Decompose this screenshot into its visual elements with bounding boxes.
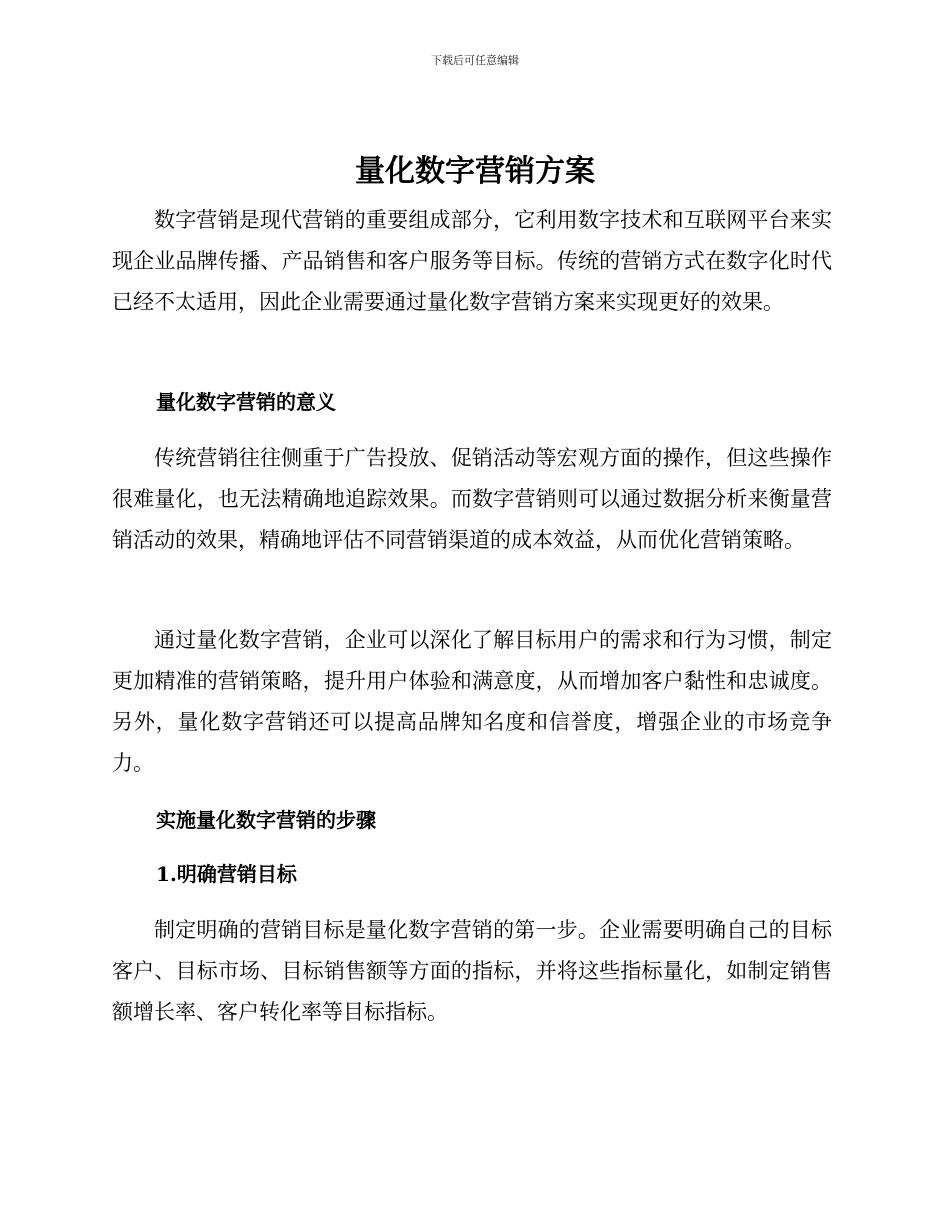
section-significance-paragraph: 通过量化数字营销，企业可以深化了解目标用户的需求和行为习惯，制定更加精准的营销策略，提升用户体验和满意度，从而增加客户黏性和忠诚度。另外，量化数字营销还可以提高品牌知名度和信誉度，增强企业的市场竞争力。 — [112, 628, 832, 775]
section-significance-para2-block — [112, 620, 832, 784]
intro-paragraph: 数字营销是现代营销的重要组成部分，它利用数字技术和互联网平台来实现企业品牌传播、产品销售和客户服务等目标。传统的营销方式在数字化时代已经不太适用，因此企业需要通过量化数字营销方案来实现更好的效果。 — [112, 208, 832, 314]
section-significance-heading: 量化数字营销的意义 — [156, 390, 336, 414]
step1-paragraph-block — [112, 910, 832, 1033]
document-title: 量化数字营销方案 — [355, 154, 595, 189]
intro-block — [112, 200, 832, 323]
step1-paragraph: 制定明确的营销目标是量化数字营销的第一步。企业需要明确自己的目标客户、目标市场、目标销售额等方面的指标，并将这些指标量化，如制定销售额增长率、客户转化率等目标指标。 — [112, 918, 832, 1024]
section-significance-heading-block — [112, 387, 832, 417]
section-significance-paragraph: 传统营销往往侧重于广告投放、促销活动等宏观方面的操作，但这些操作很难量化，也无法精确地追踪效果。而数字营销则可以通过数据分析来衡量营销活动的效果，精确地评估不同营销渠道的成本效益，从而优化营销策略。 — [112, 446, 832, 552]
section-steps-heading-block — [112, 805, 832, 835]
page-header-note: 下载后可任意编辑 — [431, 54, 519, 67]
section-significance-para1-block — [112, 438, 832, 561]
step1-heading: 1.明确营销目标 — [156, 862, 297, 886]
step1-heading-block — [112, 859, 832, 889]
section-steps-heading: 实施量化数字营销的步骤 — [156, 808, 376, 832]
